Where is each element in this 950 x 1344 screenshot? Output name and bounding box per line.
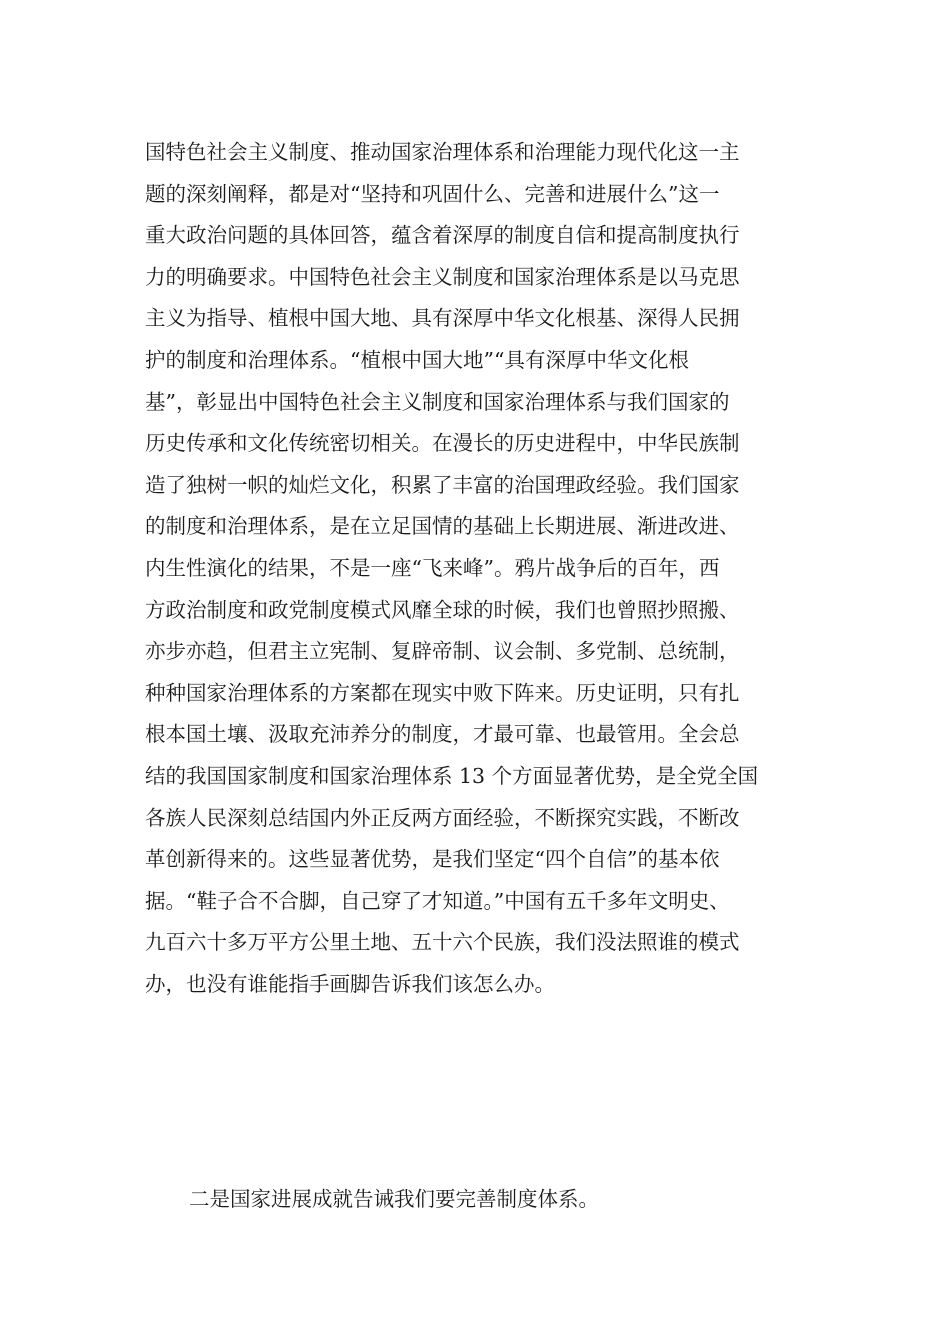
next-paragraph: 二是国家进展成就告诫我们要完善制度体系。 [189, 1187, 599, 1211]
paragraph-line: 据。“鞋子合不合脚，自己穿了才知道。”中国有五千多年文明史、 [145, 888, 730, 913]
paragraph-line: 内生性演化的结果，不是一座“飞来峰”。鸦片战争后的百年，西 [145, 555, 720, 580]
paragraph-line: 主义为指导、植根中国大地、具有深厚中华文化根基、深得人民拥 [145, 306, 740, 331]
paragraph-line: 种种国家治理体系的方案都在现实中败下阵来。历史证明，只有扎 [145, 680, 740, 705]
paragraph-line: 的制度和治理体系，是在立足国情的基础上长期进展、渐进改进、 [145, 514, 740, 539]
paragraph-line: 力的明确要求。中国特色社会主义制度和国家治理体系是以马克思 [145, 264, 740, 289]
body-paragraph [145, 132, 845, 1005]
paragraph-line: 题的深刻阐释，都是对“坚持和巩固什么、完善和进展什么”这一 [145, 181, 720, 206]
paragraph-line: 结的我国国家制度和国家治理体系 13 个方面显著优势，是全党全国 [145, 763, 759, 788]
paragraph-line: 方政治制度和政党制度模式风靡全球的时候，我们也曾照抄照搬、 [145, 597, 740, 622]
paragraph-line: 各族人民深刻总结国内外正反两方面经验，不断探究实践，不断改 [145, 805, 740, 830]
paragraph-line: 造了独树一帜的灿烂文化，积累了丰富的治国理政经验。我们国家 [145, 472, 740, 497]
paragraph-line: 九百六十多万平方公里土地、五十六个民族，我们没法照谁的模式 [145, 930, 740, 955]
paragraph-line: 基”，彰显出中国特色社会主义制度和国家治理体系与我们国家的 [145, 389, 730, 414]
paragraph-line: 历史传承和文化传统密切相关。在漫长的历史进程中，中华民族制 [145, 431, 740, 456]
paragraph-line: 亦步亦趋，但君主立宪制、复辟帝制、议会制、多党制、总统制， [145, 639, 740, 664]
paragraph-line: 办，也没有谁能指手画脚告诉我们该怎么办。 [145, 971, 555, 996]
paragraph-line: 重大政治问题的具体回答，蕴含着深厚的制度自信和提高制度执行 [145, 223, 740, 248]
paragraph-line: 护的制度和治理体系。“植根中国大地”“具有深厚中华文化根 [145, 347, 689, 372]
paragraph-line: 革创新得来的。这些显著优势，是我们坚定“四个自信”的基本依 [145, 847, 720, 872]
paragraph-line: 国特色社会主义制度、推动国家治理体系和治理能力现代化这一主 [145, 140, 740, 164]
paragraph-line: 根本国土壤、汲取充沛养分的制度，才最可靠、也最管用。全会总 [145, 722, 740, 747]
